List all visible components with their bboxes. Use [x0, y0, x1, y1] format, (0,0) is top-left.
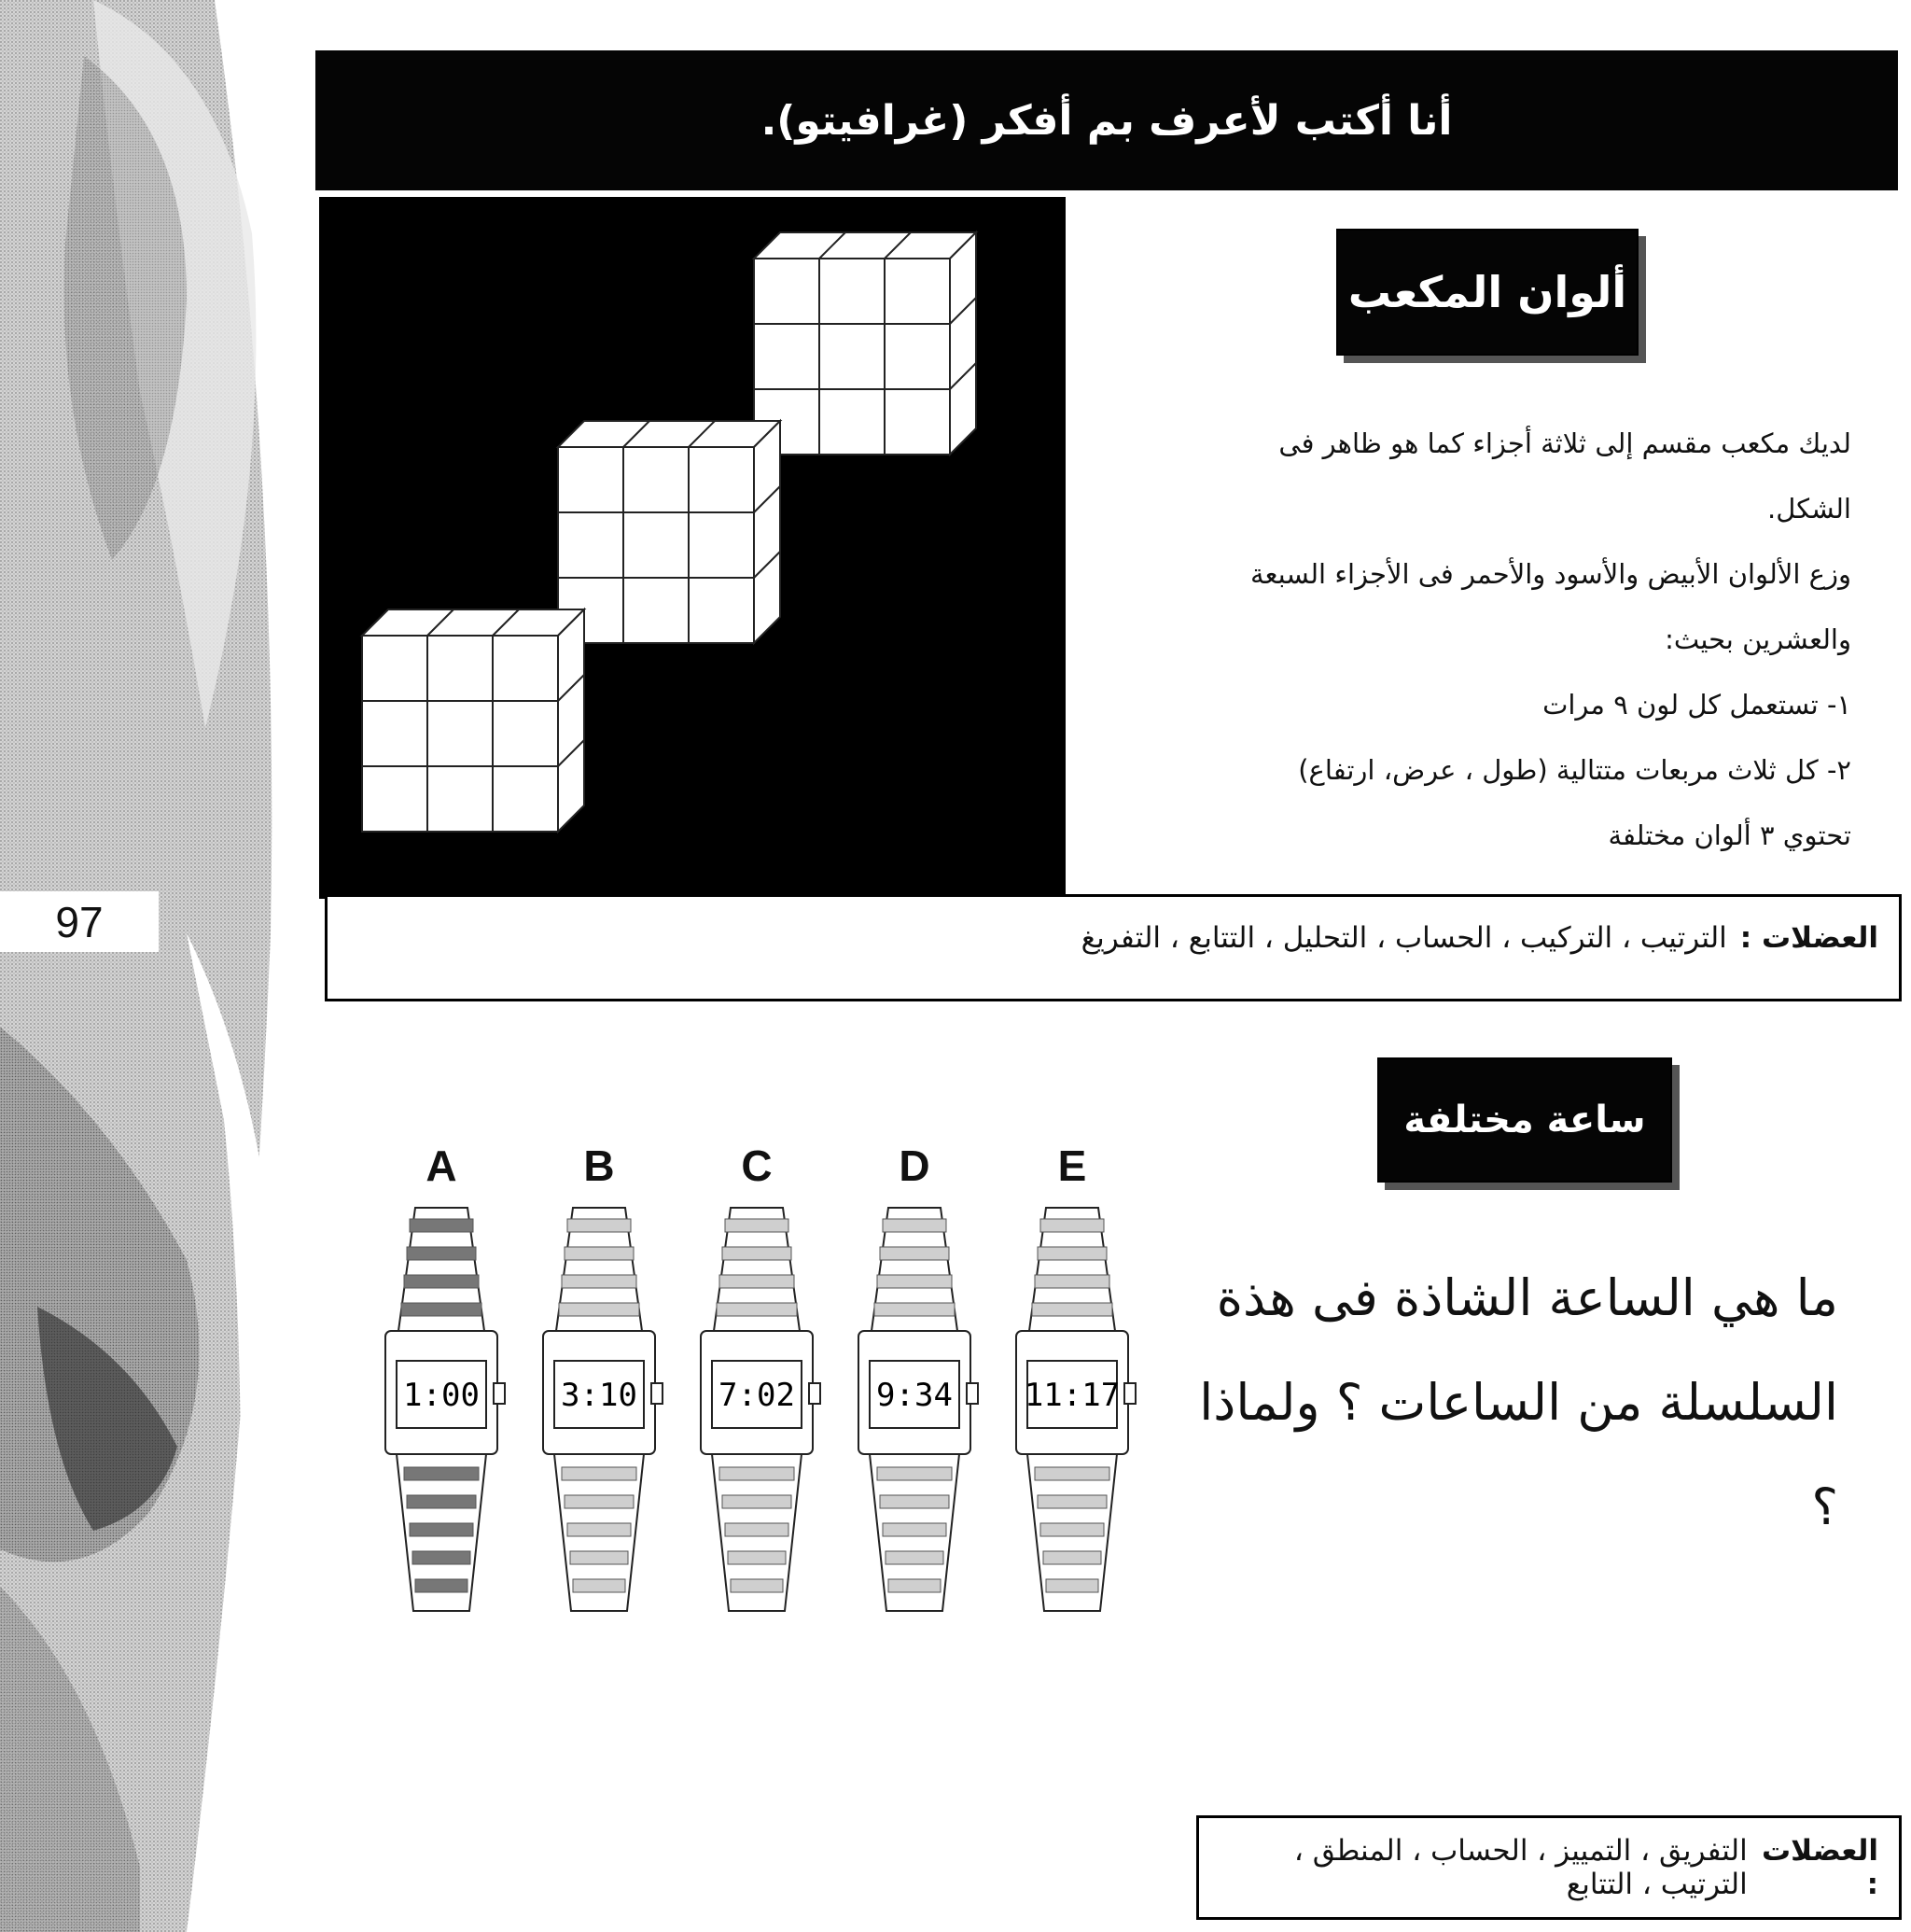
- description-line: تحتوي ٣ ألوان مختلفة: [1608, 819, 1851, 851]
- page-title: أنا أكتب لأعرف بم أفكر (غرافيتو).: [315, 50, 1898, 190]
- watch-icon: [1007, 1204, 1147, 1615]
- cube-layers-svg: [319, 197, 1066, 899]
- question-line: السلسلة من الساعات ؟ ولماذا ؟: [1199, 1373, 1838, 1536]
- watch-icon: [849, 1204, 989, 1615]
- watch-letter: B: [583, 1141, 615, 1190]
- clock-question: [1185, 1246, 1838, 1560]
- watch-time: 11:17: [1024, 1377, 1121, 1414]
- description-line: ٢- كل ثلاث مربعات متتالية (طول ، عرض، ارتفاع): [1298, 754, 1851, 786]
- page-number: 97: [0, 891, 159, 952]
- watch-letter: D: [899, 1141, 930, 1190]
- description-line: والعشرين بحيث:: [1665, 623, 1851, 655]
- decorative-margin-strip: [0, 0, 280, 1932]
- cube-illustration: [319, 197, 1066, 899]
- description-line: وزع الألوان الأبيض والأسود والأحمر فى الأجزاء السبعة: [1250, 558, 1851, 590]
- description-line: لديك مكعب مقسم إلى ثلاثة أجزاء كما هو ظاهر فى: [1278, 427, 1851, 459]
- watch-time: 3:10: [561, 1377, 637, 1414]
- watch-time: 9:34: [876, 1377, 953, 1414]
- watch-time: 1:00: [403, 1377, 480, 1414]
- watch-icon: [691, 1204, 831, 1615]
- clock-skills-box: [1196, 1815, 1902, 1920]
- skills-label: العضلات :: [1739, 921, 1878, 955]
- clock-section-title: ساعة مختلفة: [1377, 1057, 1672, 1183]
- watch-time: 7:02: [718, 1377, 795, 1414]
- cube-layer: [754, 232, 976, 455]
- description-line: ١- تستعمل كل لون ٩ مرات: [1542, 689, 1851, 721]
- cube-layer: [362, 609, 584, 832]
- watch-letter: E: [1057, 1141, 1087, 1190]
- skills-text: التفريق ، التمييز ، الحساب ، المنطق ، الترتيب ، التتابع: [1293, 1834, 1748, 1901]
- skills-text: الترتيب ، التركيب ، الحساب ، التحليل ، التتابع ، التفريغ: [1081, 921, 1727, 955]
- description-line: الشكل.: [1767, 493, 1851, 525]
- cube-section-title: ألوان المكعب: [1336, 229, 1639, 356]
- watch-icon: [534, 1204, 674, 1615]
- cube-skills-box: [325, 894, 1902, 1001]
- question-line: ما هي الساعة الشاذة فى هذة: [1216, 1268, 1838, 1327]
- cube-description: [1092, 411, 1851, 868]
- skills-label: العضلات :: [1762, 1834, 1878, 1901]
- cube-layer: [558, 421, 780, 643]
- watch-letter: A: [425, 1141, 457, 1190]
- watch-icon: [376, 1204, 516, 1615]
- watch-letter: C: [741, 1141, 773, 1190]
